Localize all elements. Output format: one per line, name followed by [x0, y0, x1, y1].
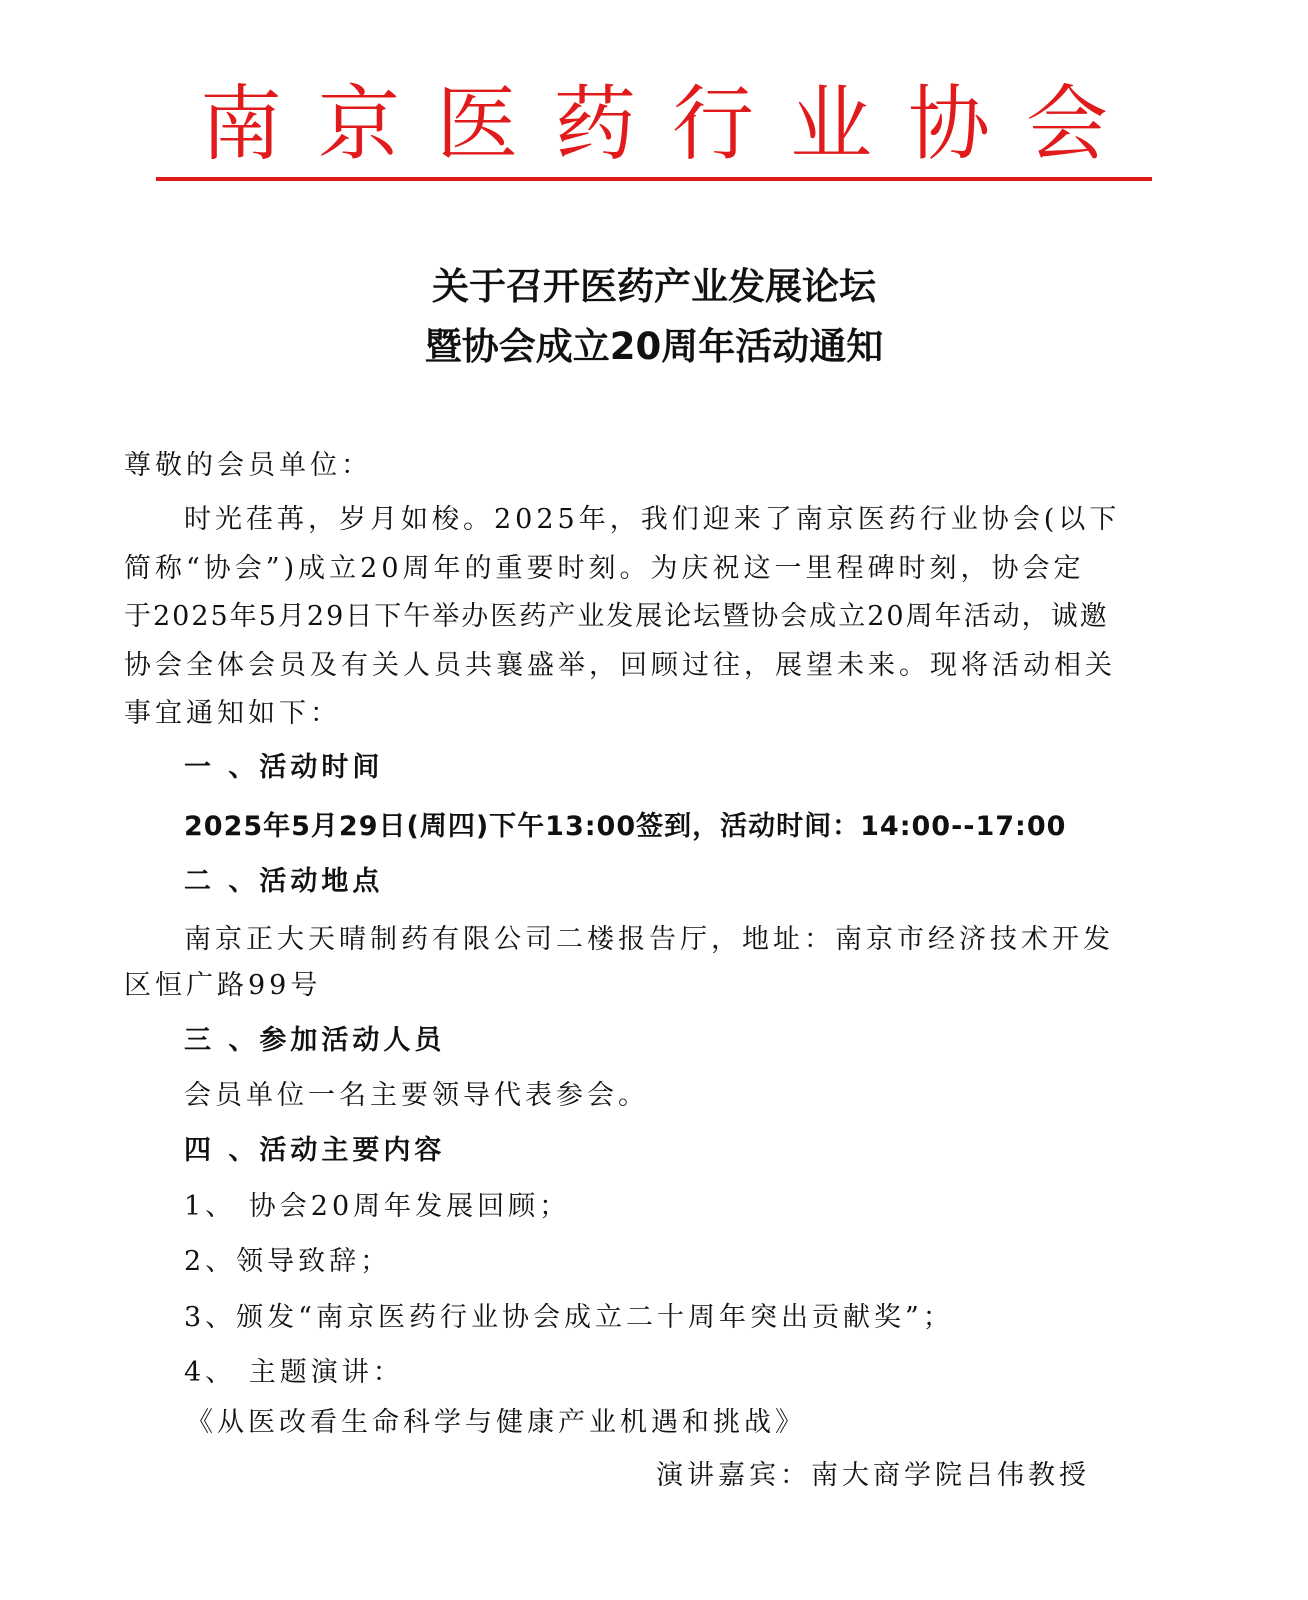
speech-title: 《从医改看生命科学与健康产业机遇和挑战》: [186, 1407, 806, 1438]
time-detail: 2025年5月29日(周四)下午13:00签到，活动时间：14:00--17:00: [184, 811, 1067, 842]
intro-line-4: 协会全体会员及有关人员共襄盛举，回顾过往，展望未来。现将活动相关: [124, 650, 1116, 681]
speaker: 演讲嘉宾：南大商学院吕伟教授: [656, 1460, 1090, 1491]
content-item-3: 3、颁发“南京医药行业协会成立二十周年突出贡献奖”；: [184, 1302, 954, 1333]
greeting: 尊敬的会员单位：: [124, 450, 372, 481]
organization-header: 南京医药行业协会: [199, 77, 1144, 172]
place-detail-line-2: 区恒广路99号: [124, 970, 322, 1001]
section-heading-place: 二 、活动地点: [184, 866, 384, 897]
intro-line-1: 时光荏苒，岁月如梭。2025年，我们迎来了南京医药行业协会(以下: [184, 504, 1121, 535]
header-red-rule: [156, 177, 1152, 181]
intro-line-5: 事宜通知如下：: [124, 698, 341, 729]
document-title-line-2: 暨协会成立20周年活动通知: [424, 325, 884, 368]
attendee-detail: 会员单位一名主要领导代表参会。: [184, 1080, 649, 1111]
content-item-1: 1、 协会20周年发展回顾；: [184, 1191, 571, 1222]
intro-line-2: 简称“协会”)成立20周年的重要时刻。为庆祝这一里程碑时刻，协会定: [124, 553, 1085, 584]
document-title-line-1: 关于召开医药产业发展论坛: [432, 265, 876, 308]
content-item-4: 4、 主题演讲：: [184, 1357, 404, 1388]
section-heading-attendees: 三 、参加活动人员: [184, 1025, 446, 1056]
section-heading-content: 四 、活动主要内容: [184, 1135, 446, 1166]
section-heading-time: 一 、活动时间: [184, 752, 384, 783]
place-detail-line-1: 南京正大天晴制药有限公司二楼报告厅，地址：南京市经济技术开发: [184, 924, 1114, 955]
intro-line-3: 于2025年5月29日下午举办医药产业发展论坛暨协会成立20周年活动，诚邀: [124, 601, 1109, 632]
content-item-2: 2、领导致辞；: [184, 1246, 392, 1277]
